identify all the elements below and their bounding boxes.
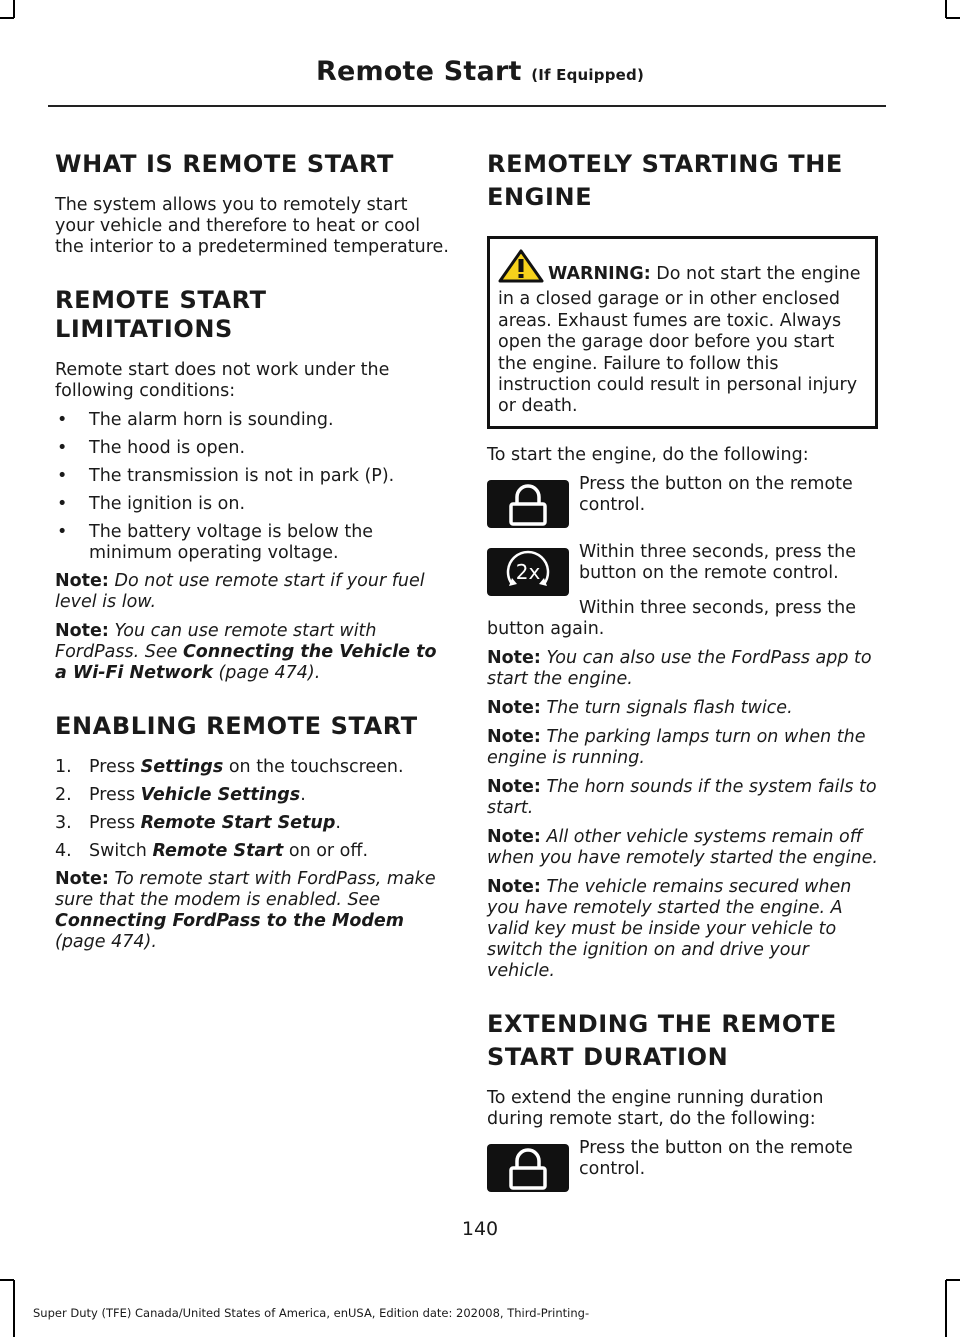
start-step-3 [487, 598, 879, 640]
lock-button-icon [487, 1144, 569, 1192]
section-heading-what: WHAT IS REMOTE START [55, 150, 394, 178]
list-item: • The alarm horn is sounding. [55, 410, 450, 431]
remote-start-2x-icon [487, 548, 569, 596]
page-header [0, 56, 960, 87]
step-text: on or off. [288, 841, 369, 861]
note-item [487, 877, 879, 982]
warning-label: WARNING: [548, 264, 651, 284]
start-intro: To start the engine, do the following: [487, 444, 809, 465]
note-label: Note: [55, 869, 109, 889]
note-text: All other vehicle systems remain off when you have remotely started the engine. [487, 826, 878, 868]
header-subtitle: (If Equipped) [531, 66, 645, 84]
step-text: Within three seconds, press the button again. [487, 597, 856, 639]
cross-reference-link[interactable]: Connecting FordPass to the Modem [55, 911, 405, 931]
note-label: Note: [487, 876, 541, 897]
header-rule [48, 105, 886, 107]
note-label: Note: [487, 726, 541, 747]
note-item [487, 648, 879, 690]
warning-box [487, 236, 878, 429]
list-item: • The hood is open. [55, 438, 450, 459]
warning-triangle-icon [498, 249, 544, 289]
note-modem [55, 869, 450, 953]
step-control: Settings [140, 757, 224, 777]
icon-2x-label: 2x [515, 559, 541, 584]
note-text: The turn signals flash twice. [546, 697, 793, 718]
step-text: Press [89, 813, 136, 833]
warning-text [498, 249, 867, 418]
crop-mark [945, 0, 947, 18]
section-heading-limitations: REMOTE START LIMITATIONS [55, 286, 267, 343]
crop-mark [945, 1280, 947, 1337]
heading-line: START DURATION [487, 1042, 729, 1071]
step-number: 3. [55, 813, 72, 833]
step-control: Remote Start [152, 841, 284, 861]
step-text: on the touchscreen. [228, 757, 404, 777]
section-heading-extending [487, 1010, 879, 1072]
warning-body: Do not start the engine in a closed garage or in other enclosed areas. Exhaust fumes are toxic. Always open the garage door before you start the engine. Failure to follow this instruction could result in personal injury or death. [498, 264, 861, 417]
crop-mark [13, 0, 15, 18]
note-label: Note: [55, 621, 109, 641]
note-fordpass [55, 621, 450, 684]
note-text: The horn sounds if the system fails to start. [487, 776, 877, 818]
list-item [55, 813, 450, 834]
list-item [55, 841, 450, 862]
section-heading-remote-start [487, 150, 879, 212]
note-label: Note: [487, 826, 541, 847]
enabling-steps [55, 757, 450, 862]
list-item: • The transmission is not in park (P). [55, 466, 450, 487]
cross-reference-link[interactable]: Connecting the Vehicle to a Wi-Fi Network [55, 642, 437, 683]
step-text: Switch [89, 841, 147, 861]
crop-mark [946, 1279, 960, 1281]
start-step-1 [487, 474, 879, 534]
note-text: You can also use the FordPass app to start the engine. [487, 647, 872, 689]
lock-button-icon [487, 480, 569, 528]
extend-intro: To extend the engine running duration during remote start, do the following: [487, 1087, 824, 1129]
step-text: Press the button on the remote control. [579, 1137, 853, 1179]
note-text: To remote start with FordPass, make sure that the modem is enabled. See [55, 869, 436, 910]
start-step-2 [487, 542, 879, 602]
what-body: The system allows you to remotely start your vehicle and therefore to heat or cool the interior to a predetermined temperature. [55, 195, 449, 257]
note-item [487, 727, 879, 769]
list-item [55, 785, 450, 806]
heading-line: ENGINE [487, 183, 593, 211]
note-item [487, 827, 879, 869]
crop-mark [0, 17, 14, 19]
note-item [487, 698, 879, 719]
limitations-intro: Remote start does not work under the following conditions: [55, 360, 390, 401]
left-column [55, 140, 450, 953]
step-number: 4. [55, 841, 72, 861]
note-text: The vehicle remains secured when you have remotely started the engine. A valid key must be inside your vehicle to switch the ignition on and drive your vehicle. [487, 876, 852, 981]
note-fuel [55, 571, 450, 613]
page-number: 140 [461, 1218, 499, 1240]
step-text: . [335, 813, 341, 833]
list-item: • The battery voltage is below the minimum operating voltage. [55, 522, 450, 564]
header-title: Remote Start [315, 56, 522, 87]
extend-step-1 [487, 1138, 879, 1198]
note-label: Note: [487, 697, 541, 718]
step-control: Remote Start Setup [140, 813, 336, 833]
step-text: Press [89, 785, 136, 805]
crop-mark [946, 17, 960, 19]
crop-mark [0, 1279, 14, 1281]
note-text: The parking lamps turn on when the engine is running. [487, 726, 866, 768]
crop-mark [13, 1280, 15, 1337]
note-item [487, 777, 879, 819]
step-text: Press [89, 757, 136, 777]
page-reference: (page 474). [218, 663, 321, 683]
step-text: . [300, 785, 306, 805]
step-number: 2. [55, 785, 72, 805]
step-text: Within three seconds, press the button on the remote control. [579, 541, 856, 583]
step-number: 1. [55, 757, 72, 777]
step-text: Press the button on the remote control. [579, 473, 853, 515]
page-reference: (page 474). [55, 932, 157, 952]
note-label: Note: [55, 571, 109, 591]
limitations-list [55, 410, 450, 564]
list-item [55, 757, 450, 778]
right-column [487, 140, 879, 1198]
note-label: Note: [487, 647, 541, 668]
note-text: Do not use remote start if your fuel level is low. [55, 571, 425, 612]
section-heading-enabling: ENABLING REMOTE START [55, 712, 418, 740]
heading-line: EXTENDING THE REMOTE [487, 1009, 837, 1038]
heading-line: REMOTELY STARTING THE [487, 150, 843, 178]
note-label: Note: [487, 776, 541, 797]
step-control: Vehicle Settings [140, 785, 301, 805]
footer-text: Super Duty (TFE) Canada/United States of America, enUSA, Edition date: 202008, Third-Printing- [33, 1306, 590, 1320]
list-item: • The ignition is on. [55, 494, 450, 515]
note-text: You can use remote start with FordPass. See [55, 621, 377, 662]
